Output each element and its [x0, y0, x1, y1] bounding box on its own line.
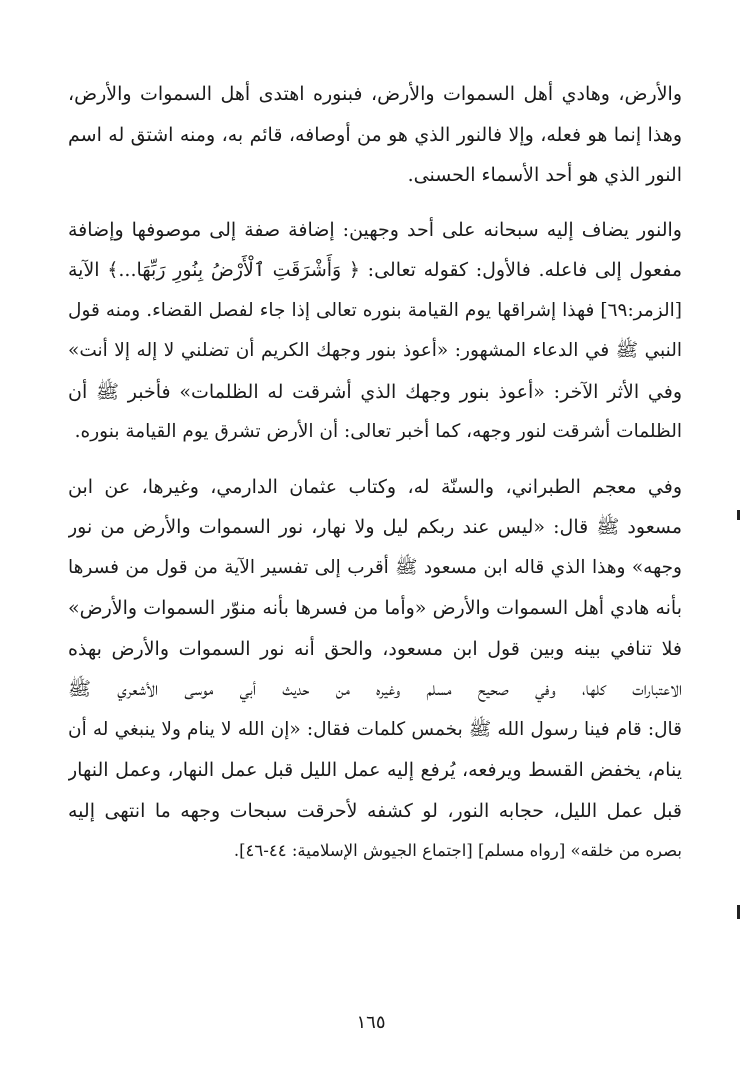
text-line: قال: قام فينا رسول الله ﷺ بخمس كلمات فقال: «إن الله لا ينام ولا ينبغي له أن: [68, 718, 682, 740]
paragraph-1: [68, 74, 682, 196]
text-line: وجهه» وهذا الذي قاله ابن مسعود ﷺ أقرب إلى تفسير الآية من قول من فسرها: [68, 556, 682, 578]
text-line: فلا تنافي بينه وبين قول ابن مسعود، والحق أنه نور السموات والأرض بهذه: [68, 637, 682, 660]
text-line: والنور يضاف إليه سبحانه على أحد وجهين: إضافة صفة إلى موصوفها وإضافة: [68, 218, 682, 241]
text-line: بصره من خلقه» [رواه مسلم] [اجتماع الجيوش الإسلامية: ٤٤-٤٦].: [233, 841, 682, 860]
text-line: مفعول إلى فاعله. فالأول: كقوله تعالى: ﴿ وَأَشْرَقَتِ ٱلْأَرْضُ بِنُورِ رَبِّهَا...﴾ الآية: [68, 259, 682, 281]
text-line: وهذا إنما هو فعله، وإلا فالنور الذي هو من أوصافه، قائم به، ومنه اشتق له اسم: [68, 123, 682, 146]
paragraph-3: [68, 467, 682, 872]
text-line: الظلمات أشرقت لنور وجهه، كما أخبر تعالى: أن الأرض تشرق يوم القيامة بنوره.: [74, 421, 682, 442]
text-line: بأنه هادي أهل السموات والأرض «وأما من فسرها بأنه منوّر السموات والأرض»: [68, 597, 682, 619]
text-line: ينام، يخفض القسط ويرفعه، يُرفع إليه عمل الليل قبل عمل النهار، وعمل النهار: [68, 759, 682, 781]
text-line: وفي الأثر الآخر: «أعوذ بنور وجهك الذي أشرقت له الظلمات» فأخبر ﷺ أن: [68, 380, 682, 403]
scan-edge-mark: [737, 510, 740, 520]
text-line: مسعود ﷺ قال: «ليس عند ربكم ليل ولا نهار، نور السموات والأرض من نور: [68, 516, 682, 538]
text-line: والأرض، وهادي أهل السموات والأرض، فبنوره اهتدى أهل السموات والأرض،: [68, 83, 682, 105]
text-line: قبل عمل الليل، حجابه النور، لو كشفه لأحرقت سبحات وجهه ما انتهى إليه: [68, 799, 682, 822]
page-body: [68, 74, 682, 886]
paragraph-2: [68, 210, 682, 453]
text-line: النبي ﷺ في الدعاء المشهور: «أعوذ بنور وجهك الكريم أن تضلني لا إله إلا أنت»: [68, 340, 682, 361]
scan-edge-mark: [737, 905, 740, 919]
text-line: الاعتبارات كلها، وفي صحيح مسلم وغيره من حديث أبي موسى الأشعري ﷺ: [68, 678, 682, 700]
text-line: [الزمر:٦٩] فهذا إشراقها يوم القيامة بنوره تعالى إذا جاء لفصل القضاء. ومنه قول: [68, 299, 682, 321]
text-line: النور الذي هو أحد الأسماء الحسنى.: [407, 164, 682, 186]
text-line: وفي معجم الطبراني، والسنّة له، وكتاب عثمان الدارمي، وغيرها، عن ابن: [68, 475, 682, 498]
page-number: ١٦٥: [356, 1012, 386, 1033]
